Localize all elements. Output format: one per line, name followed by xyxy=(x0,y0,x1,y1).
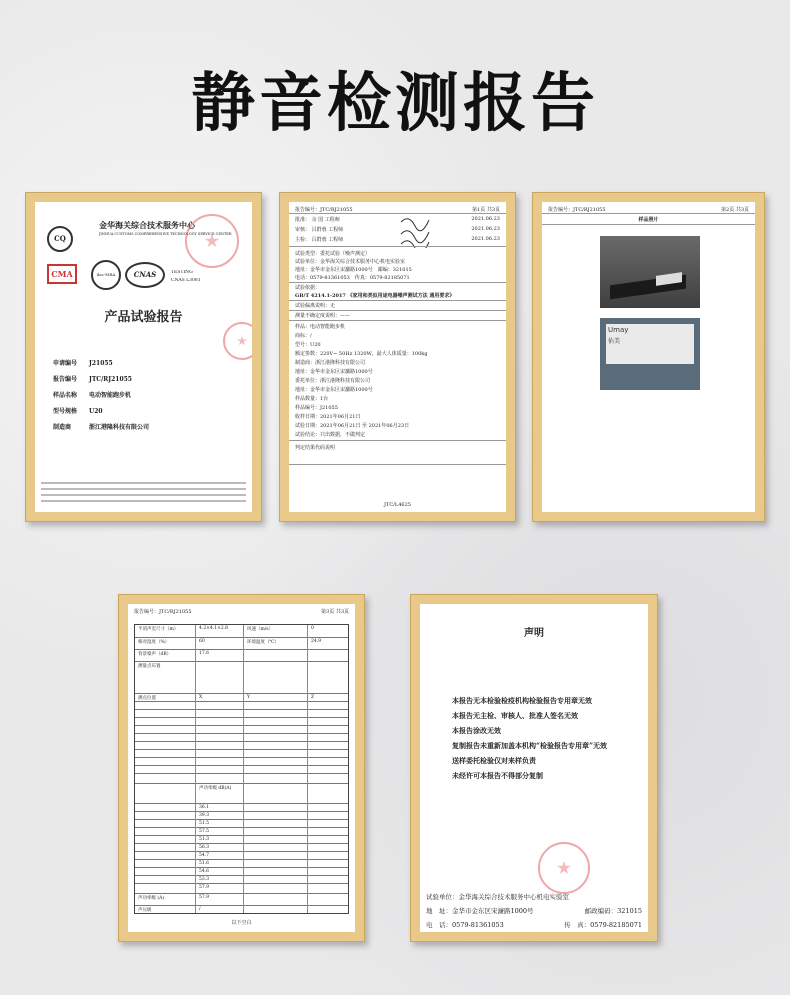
report-footer: JTC/L4625 xyxy=(384,502,411,508)
data-table xyxy=(134,624,349,914)
red-stamp xyxy=(538,842,590,894)
report-line: 样品数量：1台 xyxy=(295,396,329,402)
value-cell: 57.5 xyxy=(199,829,210,834)
value-cell: 57.9 xyxy=(199,885,210,890)
table-row xyxy=(135,905,348,914)
red-stamp xyxy=(185,214,239,268)
phone: 电 话：0579-81361053 xyxy=(426,921,504,929)
field-key: 型号规格 xyxy=(53,408,78,415)
cell: 24.9 xyxy=(311,639,322,644)
field-value: 浙江港隆科技有限公司 xyxy=(89,424,150,431)
cover-org-name: 金华海关综合技术服务中心 xyxy=(99,220,195,230)
sign-row xyxy=(295,226,500,233)
nameplate-cn: 佑美 xyxy=(608,338,621,345)
value-cell: 51.5 xyxy=(199,821,210,826)
cell: 0 xyxy=(311,626,314,631)
report-number: 报告编号：JTC/RJ21055 xyxy=(134,609,192,615)
rule xyxy=(542,213,755,214)
cell: Y xyxy=(247,695,250,700)
testing-label: TESTING xyxy=(171,270,193,275)
rule xyxy=(289,320,506,321)
page-number: 第3页 共3页 xyxy=(321,609,349,615)
report-line: 额定参数：220V~ 50Hz 1320W，最大人体质量：100kg xyxy=(295,351,428,357)
table-row xyxy=(135,625,348,635)
rule xyxy=(289,282,506,283)
report-line: 商标：/ xyxy=(295,333,312,339)
frame-report xyxy=(279,192,516,522)
field-key: 制造商 xyxy=(53,424,72,431)
report-page xyxy=(289,202,506,512)
table-row xyxy=(135,709,348,711)
photo-heading: 样品照片 xyxy=(638,217,659,223)
page-number: 第2页 共3页 xyxy=(721,207,749,213)
sign-role: 审核： xyxy=(295,227,311,233)
address: 地 址：金华市金东区宋濂路1000号 xyxy=(426,907,534,915)
signature-icon xyxy=(399,212,439,248)
cover-field xyxy=(53,358,113,367)
rule xyxy=(289,300,506,301)
fine-print xyxy=(41,494,246,496)
column-line xyxy=(243,625,244,913)
sign-title: 工程师 xyxy=(324,217,340,223)
cnas-number: CNAS L3081 xyxy=(171,278,201,283)
cell: 环境温度（℃） xyxy=(247,640,280,645)
report-line: 电话：0579-81361053 传真：0579-82185071 xyxy=(295,275,410,281)
cma-logo-icon: CMA xyxy=(47,264,77,284)
sign-date: 2021.06.23 xyxy=(471,216,500,222)
field-value: U20 xyxy=(89,408,103,415)
fax: 传 真：0579-82185071 xyxy=(564,921,642,929)
cover-field xyxy=(53,390,131,399)
photo-page xyxy=(542,202,755,512)
postcode: 邮政编码：321015 xyxy=(584,907,642,915)
field-value: J21055 xyxy=(89,360,113,367)
sign-name: 余 国 xyxy=(311,217,324,223)
cell: 57.9 xyxy=(199,895,210,900)
value-cell: 51.6 xyxy=(199,861,210,866)
table-row xyxy=(135,783,348,802)
report-line: 样品编号：J21055 xyxy=(295,405,338,411)
rule xyxy=(289,213,506,214)
rule xyxy=(289,440,506,441)
cell: X xyxy=(199,695,203,700)
table-row xyxy=(135,733,348,735)
table-footer: 以下空白 xyxy=(231,920,252,926)
declaration-item: 复制报告未重新加盖本机构“检验报告专用章”无效 xyxy=(452,741,608,750)
treadmill-photo xyxy=(600,236,700,308)
report-line: 制造商：浙江港隆科技有限公司 xyxy=(295,360,366,366)
field-value: 电动智能跑步机 xyxy=(89,392,132,399)
cover-org-en: JINHUA CUSTOMS COMPREHENSIVE TECHNOLOGY SERVICE CENTER xyxy=(99,232,232,236)
fine-print xyxy=(41,482,246,484)
report-line: 委托单位：浙江港隆科技有限公司 xyxy=(295,378,371,384)
field-value: JTC/RJ21055 xyxy=(89,376,132,383)
table-row xyxy=(135,757,348,759)
declaration-title: 声明 xyxy=(524,628,544,639)
report-line: 地址：金华市金东区宋濂路1000号 邮编：321015 xyxy=(295,267,412,273)
table-row xyxy=(135,765,348,767)
declaration-item: 未经许可本报告不得部分复制 xyxy=(452,771,543,780)
table-row xyxy=(135,893,348,902)
report-line: GB/T 4214.1-2017 《家用和类似用途电器噪声测试方法 通用要求》 xyxy=(295,293,455,299)
sign-role: 主检： xyxy=(295,237,311,243)
sign-date: 2021.06.23 xyxy=(471,226,500,232)
cell: 风速（m/s） xyxy=(247,627,274,632)
table-row xyxy=(135,741,348,743)
cover-field xyxy=(53,422,149,431)
table-row xyxy=(135,701,348,703)
cover-field xyxy=(53,406,103,415)
sign-row xyxy=(295,216,500,223)
cell: 声压级 xyxy=(138,908,152,913)
value-cell: 54.6 xyxy=(199,869,210,874)
sign-date: 2021.06.23 xyxy=(471,236,500,242)
ilac-logo-icon: ilac-MRA xyxy=(91,260,121,290)
column-line xyxy=(307,625,308,913)
sign-row xyxy=(295,236,500,243)
rule xyxy=(289,246,506,247)
fine-print xyxy=(41,500,246,502)
declaration-page xyxy=(420,604,648,932)
cnas-logo-icon: CNAS xyxy=(125,262,165,288)
cell: 半消声室尺寸（m） xyxy=(138,627,179,632)
report-line: 地址：金华市金东区宋濂路1000号 xyxy=(295,387,373,393)
nameplate-photo xyxy=(600,318,700,390)
fine-print xyxy=(41,488,246,490)
report-title: 产品试验报告 xyxy=(104,310,183,325)
sign-name: 吕群蓉 xyxy=(311,227,327,233)
cq-logo-icon: CQ xyxy=(47,226,73,252)
sign-title: 工程师 xyxy=(328,237,344,243)
sign-name: 吕群蓉 xyxy=(311,237,327,243)
nameplate-brand: Umay xyxy=(608,326,629,334)
page-number: 第1页 共3页 xyxy=(472,207,500,213)
table-row xyxy=(135,749,348,751)
field-key: 报告编号 xyxy=(53,376,78,383)
frame-photos xyxy=(532,192,765,522)
cell: / xyxy=(199,907,201,912)
sign-role: 批准： xyxy=(295,217,311,223)
report-line: 测量不确定度说明：—— xyxy=(295,313,351,319)
red-stamp xyxy=(223,322,252,360)
report-line: 样品：电动智能跑步机 xyxy=(295,324,346,330)
report-line: 试验偏离说明：无 xyxy=(295,303,336,309)
declaration-item: 本报告无本检验检疫机构检验报告专用章无效 xyxy=(452,696,592,705)
column-line xyxy=(195,625,196,913)
page-title: 静音检测报告 xyxy=(191,67,599,141)
declaration-item: 送样委托检验仅对来样负责 xyxy=(452,756,536,765)
frame-declaration xyxy=(410,594,658,942)
report-line: 试验日期：2021年06月21日 至 2021年06月23日 xyxy=(295,423,410,429)
value-cell: 54.7 xyxy=(199,853,210,858)
frame-table xyxy=(118,594,365,942)
unit-label: 试验单位：金华海关综合技术服务中心机电实验室 xyxy=(426,893,569,901)
report-number: 报告编号：JTC/RJ21055 xyxy=(295,207,353,213)
table-row xyxy=(135,883,348,892)
cell: 测量点布置 xyxy=(138,664,161,669)
cover-field xyxy=(53,374,132,383)
report-line: 地址：金华市金东区宋濂路1000号 xyxy=(295,369,373,375)
rule xyxy=(542,224,755,225)
cell: 测点位置 xyxy=(138,696,156,701)
value-cell: 39.3 xyxy=(199,813,210,818)
report-note: 判定结果代码说明 xyxy=(295,445,336,451)
cell: 相对湿度（%） xyxy=(138,640,170,645)
table-page xyxy=(128,604,355,932)
cell: 声功率级 dB(A) xyxy=(199,786,232,791)
table-row xyxy=(135,773,348,775)
field-key: 申请编号 xyxy=(53,360,78,367)
rule xyxy=(289,310,506,311)
table-row xyxy=(135,637,348,648)
rule xyxy=(289,464,506,465)
table-row xyxy=(135,725,348,727)
cell: 60 xyxy=(199,639,205,644)
report-line: 试验类型：委托试验（噪声测定） xyxy=(295,251,371,257)
report-line: 试验结论：只出数据，不做判定 xyxy=(295,432,366,438)
value-cell: 56.3 xyxy=(199,845,210,850)
table-row xyxy=(135,649,348,660)
report-line: 试验依据： xyxy=(295,285,321,291)
value-cell: 36.1 xyxy=(199,805,210,810)
report-line: 收样日期：2021年06月21日 xyxy=(295,414,361,420)
table-row xyxy=(135,661,348,692)
cell: 声功率级 (A) xyxy=(138,896,165,901)
declaration-item: 本报告无主检、审核人、批准人签名无效 xyxy=(452,711,578,720)
cell: 4.2×4.1×2.8 xyxy=(199,626,229,631)
cell: Z xyxy=(311,695,315,700)
value-cell: 51.3 xyxy=(199,837,210,842)
field-key: 样品名称 xyxy=(53,392,78,399)
cover-page xyxy=(35,202,252,512)
value-cell: 53.3 xyxy=(199,877,210,882)
cell: 背景噪声（dB） xyxy=(138,652,172,657)
table-row xyxy=(135,717,348,719)
cell: 17.6 xyxy=(199,651,210,656)
report-line: 型号：U20 xyxy=(295,342,321,348)
report-line: 试验单位：金华海关综合技术服务中心机电实验室 xyxy=(295,259,406,265)
sign-title: 工程师 xyxy=(328,227,344,233)
declaration-item: 本报告涂改无效 xyxy=(452,726,501,735)
frame-cover xyxy=(25,192,262,522)
report-number: 报告编号：JTC/RJ21055 xyxy=(548,207,606,213)
